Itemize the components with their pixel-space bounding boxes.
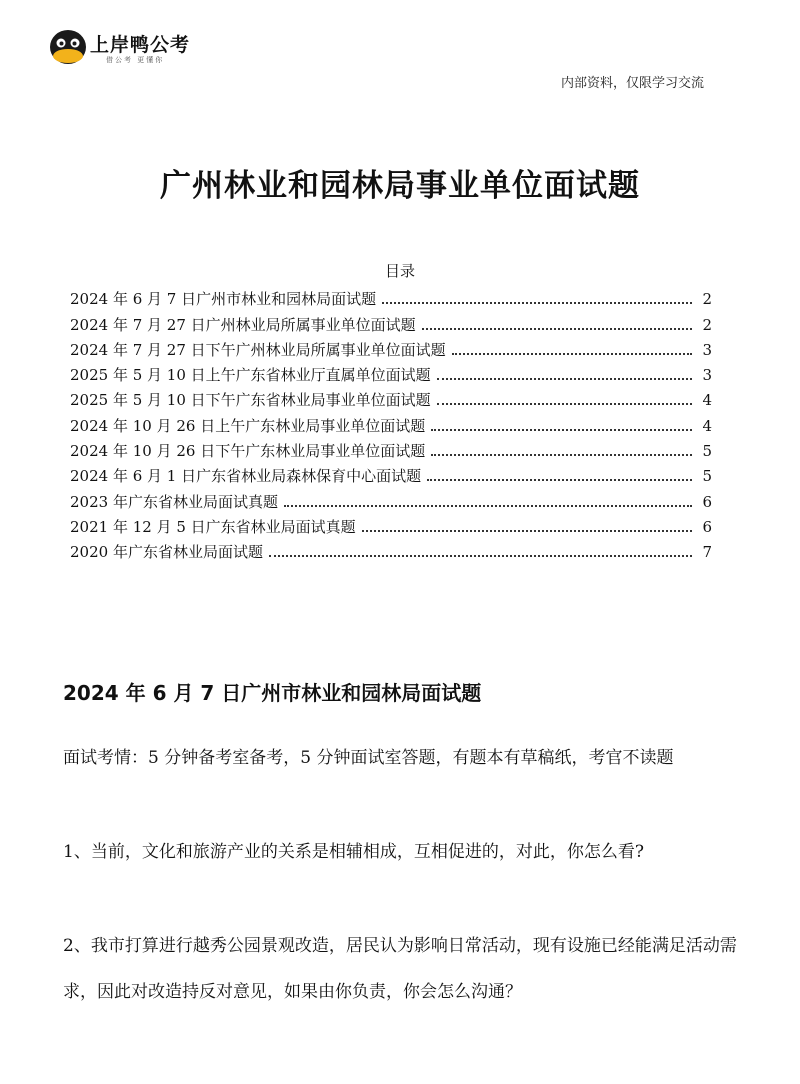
toc-leader-dots [427, 478, 692, 481]
toc-entry-page: 7 [702, 543, 712, 562]
toc-leader-dots [437, 402, 692, 405]
toc-leader-dots [362, 529, 692, 532]
toc-entry-label: 2025 年 5 月 10 日上午广东省林业厅直属单位面试题 [70, 366, 431, 385]
logo-text: 上岸鸭公考 [90, 34, 191, 56]
toc-leader-dots [269, 554, 692, 557]
logo-slogan: 借公考 更懂你 [106, 56, 165, 64]
toc-entry-label: 2020 年广东省林业局面试题 [70, 543, 263, 562]
toc-entry-label: 2023 年广东省林业局面试真题 [70, 492, 278, 511]
toc-entry[interactable] [70, 385, 712, 410]
toc-entry-page: 2 [702, 315, 712, 334]
toc-entry-label: 2024 年 6 月 7 日广州市林业和园林局面试题 [70, 290, 377, 309]
toc-entry[interactable] [70, 284, 712, 309]
toc-entry-page: 3 [702, 340, 712, 359]
question-2: 2、我市打算进行越秀公园景观改造，居民认为影响日常活动，现有设施已经能满足活动需求，因此对改造持反对意见，如果由你负责，你会怎么沟通？ [63, 936, 737, 1002]
toc-entry-label: 2024 年 10 月 26 日上午广东林业局事业单位面试题 [70, 416, 426, 435]
exam-info-paragraph: 面试考情：5 分钟备考室备考，5 分钟面试室答题，有题本有草稿纸，考官不读题 [63, 748, 674, 768]
toc-entry-label: 2021 年 12 月 5 日广东省林业局面试真题 [70, 517, 356, 536]
internal-notice: 内部资料，仅限学习交流 [560, 76, 704, 91]
toc-entry[interactable] [70, 360, 712, 385]
toc-leader-dots [284, 504, 692, 507]
toc-entry[interactable] [70, 309, 712, 334]
toc-entry[interactable] [70, 436, 712, 461]
duck-logo-icon [48, 26, 88, 66]
toc-leader-dots [431, 428, 692, 431]
document-title: 广州林业和园林局事业单位面试题 [160, 168, 640, 204]
toc-leader-dots [422, 327, 692, 330]
toc-entry[interactable] [70, 512, 712, 537]
table-of-contents [70, 284, 712, 562]
toc-entry-page: 2 [702, 290, 712, 309]
toc-entry-page: 5 [702, 467, 712, 486]
toc-entry-page: 3 [702, 366, 712, 385]
toc-entry-page: 4 [702, 391, 712, 410]
toc-entry[interactable] [70, 410, 712, 435]
toc-entry[interactable] [70, 486, 712, 511]
toc-entry-page: 6 [702, 517, 712, 536]
toc-entry-label: 2025 年 5 月 10 日下午广东省林业局事业单位面试题 [70, 391, 431, 410]
toc-entry[interactable] [70, 335, 712, 360]
section-heading: 2024 年 6 月 7 日广州市林业和园林局面试题 [63, 681, 482, 705]
toc-entry-page: 5 [702, 442, 712, 461]
toc-entry-label: 2024 年 7 月 27 日广州林业局所属事业单位面试题 [70, 315, 416, 334]
toc-entry-page: 6 [702, 492, 712, 511]
toc-entry-label: 2024 年 6 月 1 日广东省林业局森林保育中心面试题 [70, 467, 422, 486]
toc-entry[interactable] [70, 537, 712, 562]
toc-entry-label: 2024 年 10 月 26 日下午广东林业局事业单位面试题 [70, 442, 426, 461]
brand-logo [48, 26, 198, 68]
toc-entry-page: 4 [702, 416, 712, 435]
toc-entry[interactable] [70, 461, 712, 486]
toc-leader-dots [437, 377, 692, 380]
question-1: 1、当前，文化和旅游产业的关系是相辅相成，互相促进的，对此，你怎么看? [63, 842, 644, 862]
toc-leader-dots [431, 453, 692, 456]
toc-heading: 目录 [384, 262, 415, 280]
toc-entry-label: 2024 年 7 月 27 日下午广州林业局所属事业单位面试题 [70, 340, 446, 359]
toc-leader-dots [382, 301, 692, 304]
toc-leader-dots [452, 352, 692, 355]
